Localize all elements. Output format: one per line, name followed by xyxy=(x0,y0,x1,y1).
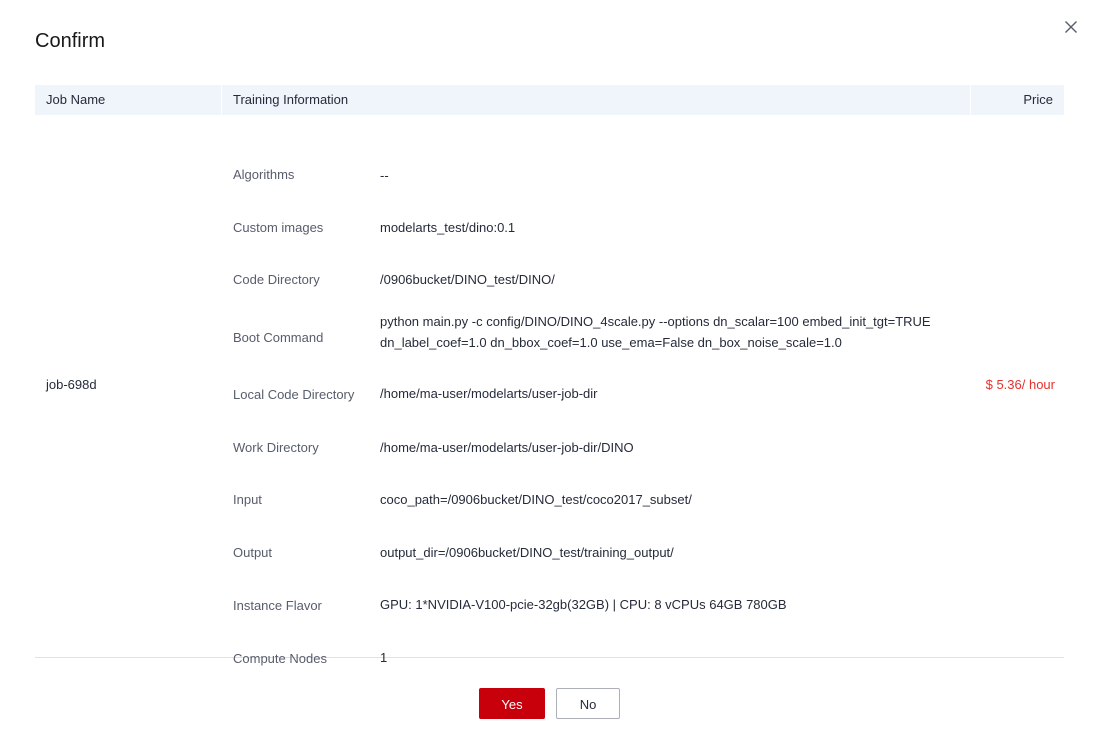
dialog-footer xyxy=(0,688,1097,720)
info-value: output_dir=/0906bucket/DINO_test/training_output/ xyxy=(380,545,674,560)
confirm-table xyxy=(35,85,1064,666)
info-value: GPU: 1*NVIDIA-V100-pcie-32gb(32GB) | CPU: 8 vCPUs 64GB 780GB xyxy=(380,597,787,612)
yes-button[interactable]: Yes xyxy=(479,688,545,719)
table-header xyxy=(35,85,1064,115)
info-value: python main.py -c config/DINO/DINO_4scale.py --options dn_scalar=100 embed_init_tgt=TRUE dn_label_coef=1.0 dn_bbox_coef=1.0 use_ema=False dn_box_noise_scale=1.0 xyxy=(380,314,931,350)
price-cell: $ 5.36/ hour xyxy=(985,377,1055,392)
info-label: Compute Nodes xyxy=(233,651,327,666)
info-value: /0906bucket/DINO_test/DINO/ xyxy=(380,272,555,287)
info-value: -- xyxy=(380,168,389,183)
info-label: Work Directory xyxy=(233,440,319,455)
info-label: Output xyxy=(233,545,273,560)
info-label: Local Code Directory xyxy=(233,387,355,402)
job-name-cell: job-698d xyxy=(46,377,97,392)
info-label: Custom images xyxy=(233,220,324,235)
column-divider xyxy=(221,85,222,115)
close-icon xyxy=(1062,18,1080,36)
info-value: modelarts_test/dino:0.1 xyxy=(380,220,516,235)
close-button[interactable] xyxy=(1062,18,1080,36)
info-label: Boot Command xyxy=(233,330,324,345)
header-price: Price xyxy=(1023,92,1053,107)
column-divider xyxy=(970,85,971,115)
header-job-name: Job Name xyxy=(46,92,106,107)
table-row xyxy=(35,115,1064,666)
info-label: Input xyxy=(233,492,262,507)
no-button[interactable]: No xyxy=(556,688,620,719)
info-value: coco_path=/0906bucket/DINO_test/coco2017_subset/ xyxy=(380,492,692,507)
info-label: Instance Flavor xyxy=(233,598,322,613)
dialog-title: Confirm xyxy=(35,30,106,52)
info-label: Code Directory xyxy=(233,272,320,287)
info-value: 1 xyxy=(380,650,388,665)
info-value: /home/ma-user/modelarts/user-job-dir/DINO xyxy=(380,440,634,455)
header-training-information: Training Information xyxy=(233,92,349,107)
info-value: /home/ma-user/modelarts/user-job-dir xyxy=(380,386,598,401)
info-label: Algorithms xyxy=(233,167,295,182)
